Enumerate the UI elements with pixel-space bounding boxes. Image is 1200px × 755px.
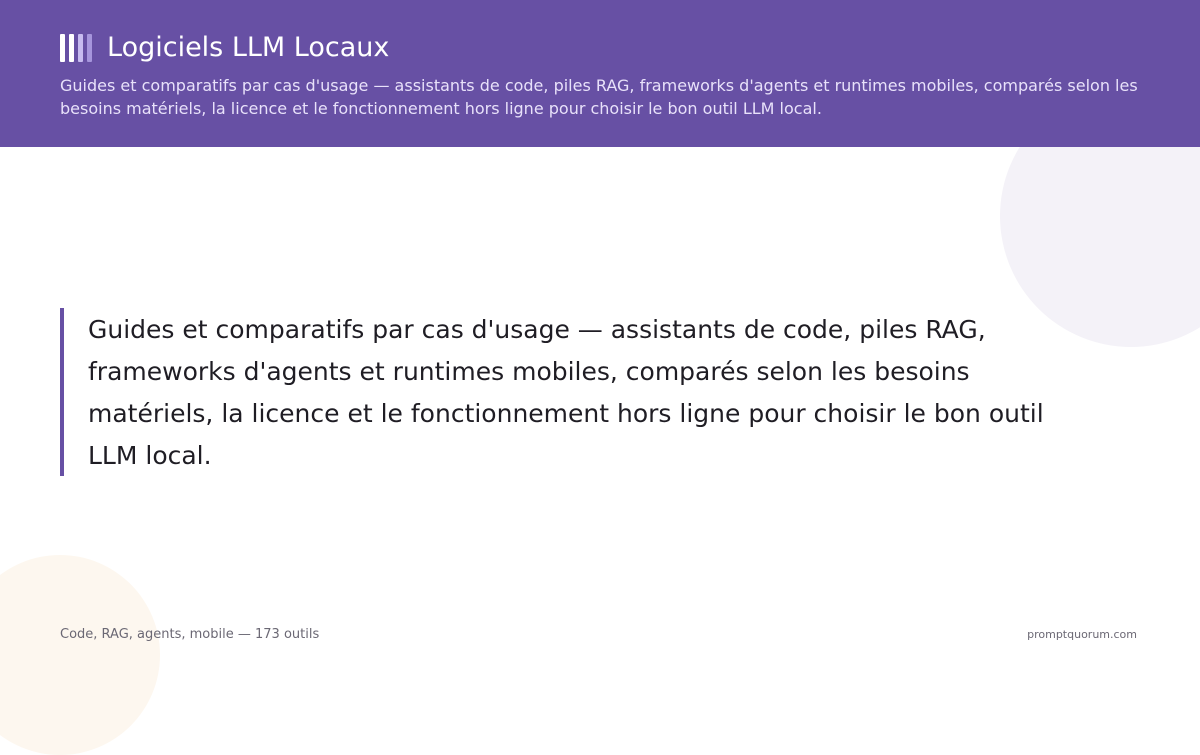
quote-text: Guides et comparatifs par cas d'usage — assistants de code, piles RAG, frameworks d'agents et runtimes mobiles, comparés selon les besoins matériels, la licence et le fonctionnement hors ligne pour choisir le bon outil LLM local.	[88, 315, 1044, 470]
page-title: Logiciels LLM Locaux	[107, 32, 390, 63]
header-banner	[0, 0, 1200, 147]
bar-stack-logo-icon	[60, 34, 94, 62]
page-subtitle: Guides et comparatifs par cas d'usage — assistants de code, piles RAG, frameworks d'agents et runtimes mobiles, comparés selon les besoins matériels, la licence et le fonctionnement hors ligne pour choisir le bon outil LLM local.	[60, 76, 1138, 118]
logo-bar	[87, 34, 92, 62]
footer-domain: promptquorum.com	[1027, 628, 1137, 641]
logo-bar	[78, 34, 83, 62]
logo-bar	[69, 34, 74, 62]
footer-caption: Code, RAG, agents, mobile — 173 outils	[60, 627, 320, 642]
decorative-circle-bottom-left	[0, 555, 160, 755]
logo-bar	[60, 34, 65, 62]
quote-accent-bar	[60, 308, 64, 476]
